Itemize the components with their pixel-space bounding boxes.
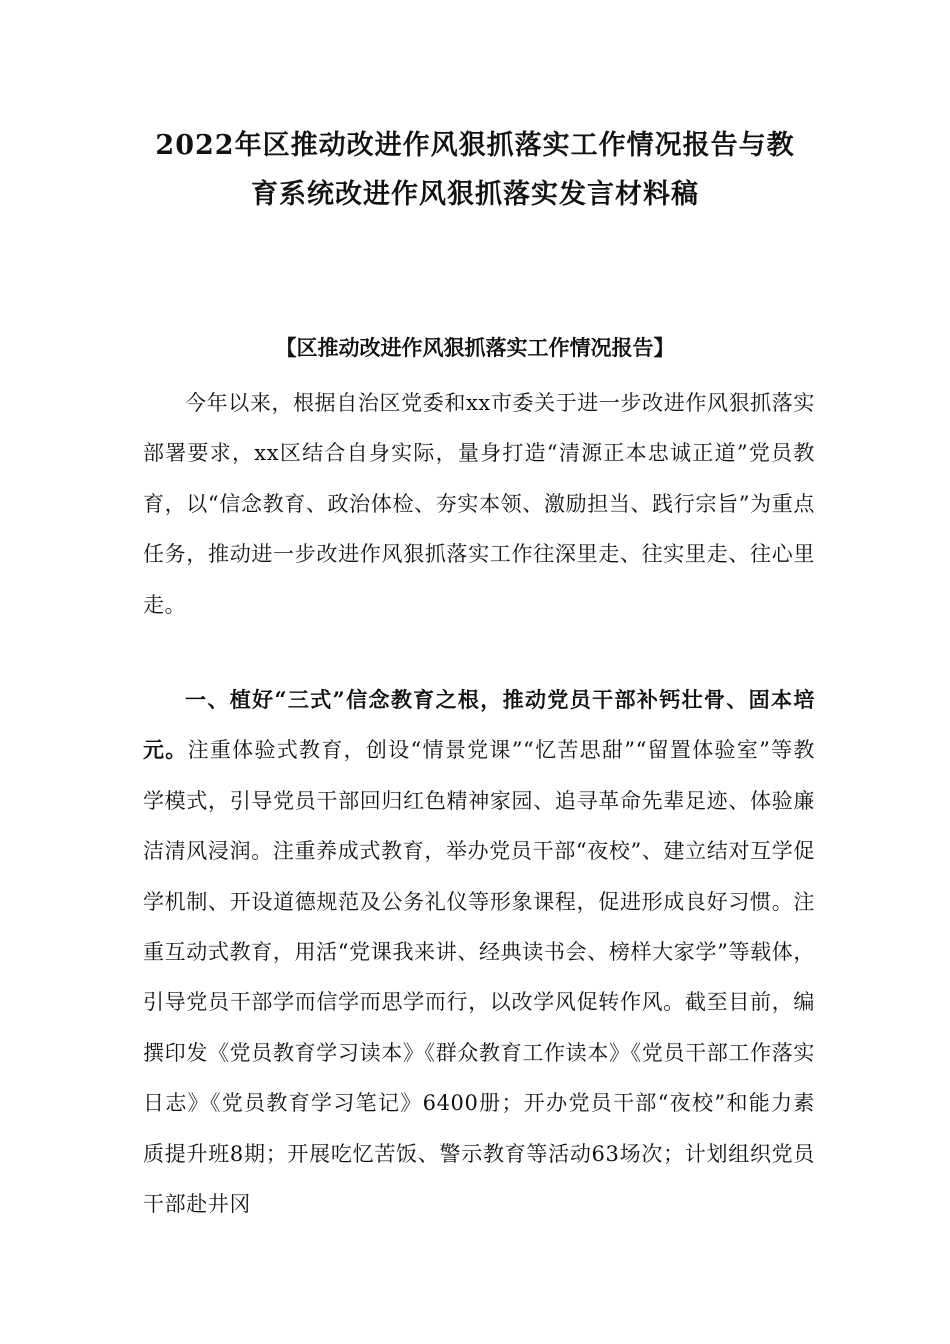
document-title <box>140 126 810 215</box>
section-one-body: 注重体验式教育，创设“情景党课”“忆苦思甜”“留置体验室”等教学模式，引导党员干部回归红色精神家园、追寻革命先辈足迹、体验廉洁清风浸润。注重养成式教育，举办党员干部“夜校”、建立结对互学促学机制、开设道德规范及公务礼仪等形象课程，促进形成良好习惯。注重互动式教育，用活“党课我来讲、经典读书会、榜样大家学”等载体，引导党员干部学而信学而思学而行，以改学风促转作风。截至目前，编撰印发《党员教育学习读本》《群众教育工作读本》《党员干部工作落实日志》《党员教育学习笔记》6400册；开办党员干部“夜校”和能力素质提升班8期；开展吃忆苦饭、警示教育等活动63场次；计划组织党员干部赴井冈 <box>143 738 816 1217</box>
title-line-1: 2022年区推动改进作风狠抓落实工作情况报告与教 <box>155 130 795 161</box>
paragraph-intro: 今年以来，根据自治区党委和xx市委关于进一步改进作风狠抓落实部署要求，xx区结合自身实际，量身打造“清源正本忠诚正道”党员教育，以“信念教育、政治体检、夯实本领、激励担当、践行宗旨”为重点任务，推动进一步改进作风狠抓落实工作往深里走、往实里走、往心里走。 <box>143 391 815 617</box>
title-line-2: 育系统改进作风狠抓落实发言材料稿 <box>251 179 699 210</box>
section-heading: 【区推动改进作风狠抓落实工作情况报告】 <box>275 335 675 360</box>
section-one-heading: 一、植好“三式”信念教育之根，推动党员干部补钙壮骨、固本培元。 <box>143 687 815 763</box>
paragraph-section-one <box>143 675 815 1229</box>
